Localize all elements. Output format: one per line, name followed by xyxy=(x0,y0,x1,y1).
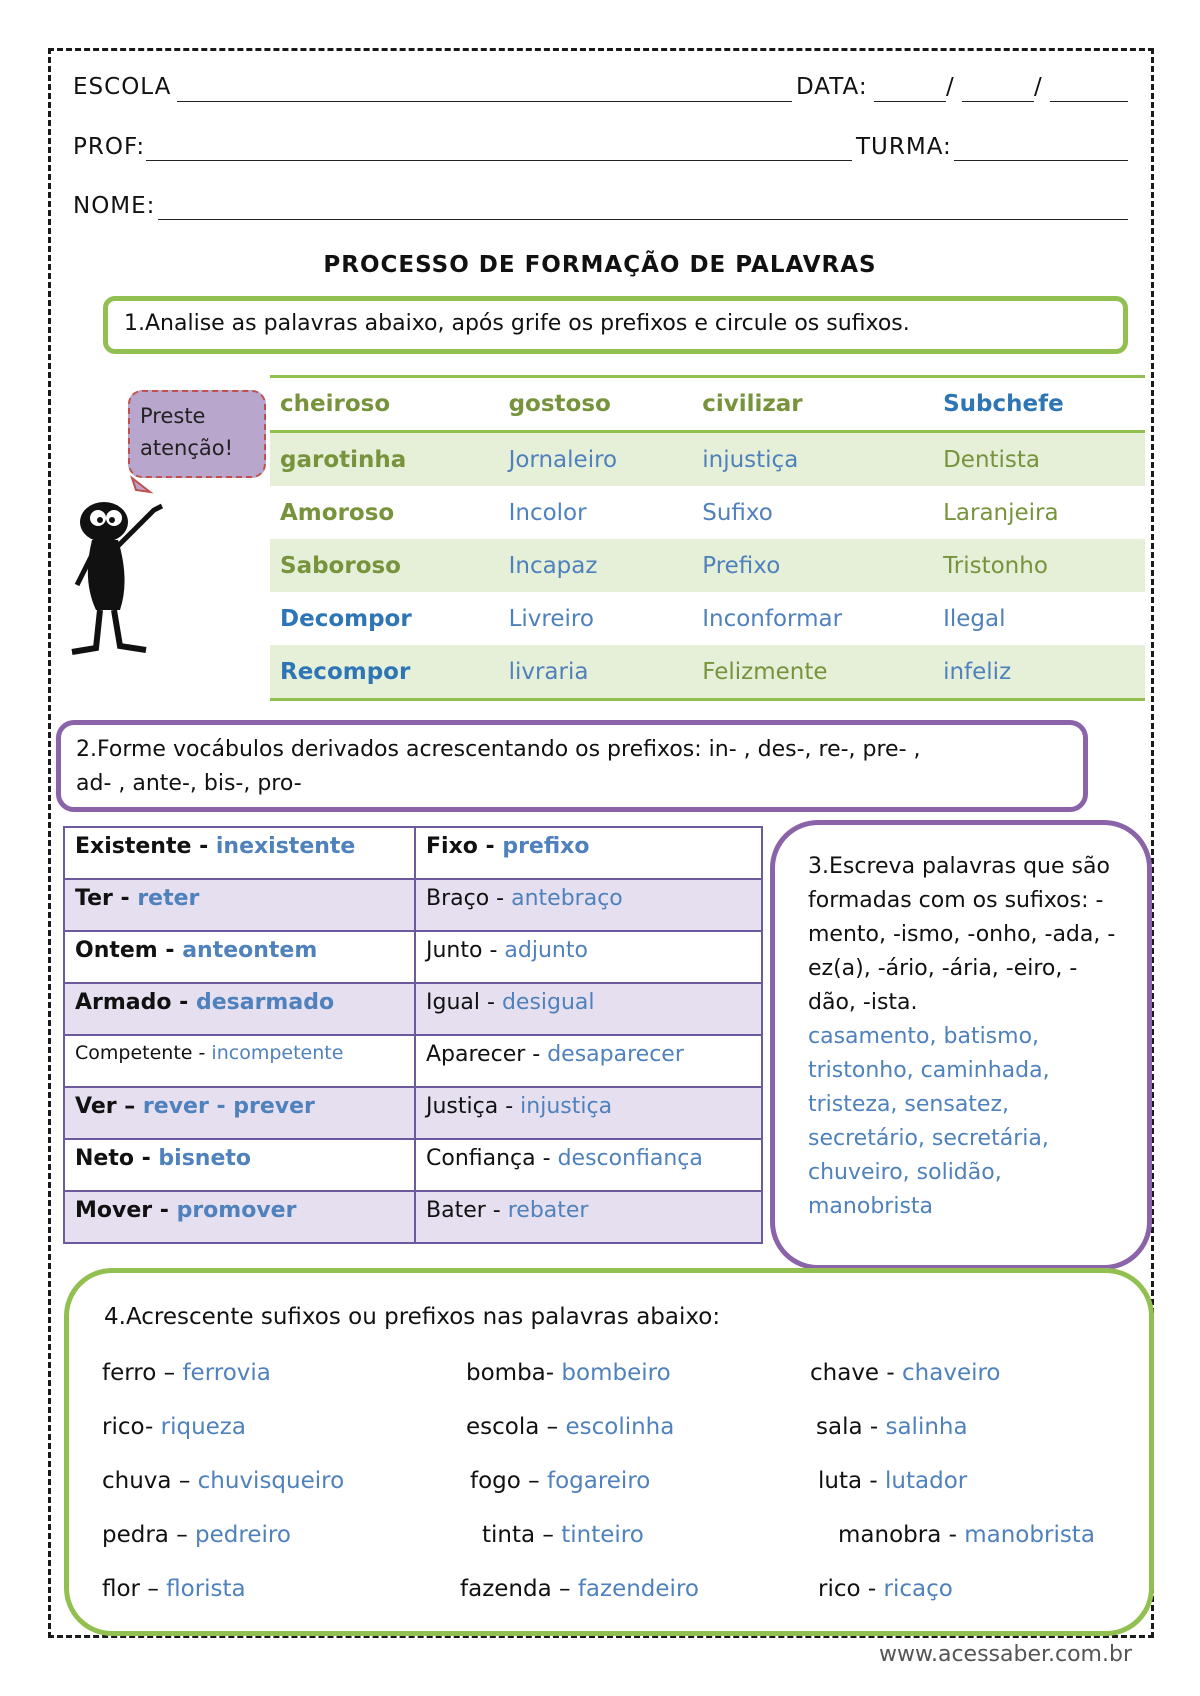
answer: adjunto xyxy=(504,938,588,963)
q3-instruction: 3.Escreva palavras que são formadas com os sufixos: -mento, -ismo, -onho, -ada, -ez(a), -ário, -ária, -eiro, -dão, -ista. xyxy=(808,854,1116,1015)
word-cell: garotinha xyxy=(270,432,499,487)
table-row xyxy=(64,931,762,983)
separator: - xyxy=(489,886,512,911)
answer: rever - prever xyxy=(142,1094,315,1119)
base-word: Bater xyxy=(426,1198,486,1223)
table-row xyxy=(270,486,1145,539)
footer-site-url: www.acessaber.com.br xyxy=(879,1642,1132,1667)
q2-instruction: ad- , ante-, bis-, pro- xyxy=(76,771,302,796)
list-item xyxy=(102,1414,246,1440)
separator: - xyxy=(157,938,183,963)
speech-bubble xyxy=(128,390,266,478)
date-year-field[interactable] xyxy=(1050,101,1128,102)
base-word: fazenda xyxy=(460,1576,552,1602)
word-cell: gostoso xyxy=(499,377,693,432)
q2-instruction-box xyxy=(56,720,1088,812)
page-title: PROCESSO DE FORMAÇÃO DE PALAVRAS xyxy=(323,252,877,278)
prof-field[interactable] xyxy=(146,160,852,161)
table-row xyxy=(270,539,1145,592)
list-item xyxy=(818,1576,953,1602)
answer: prefixo xyxy=(502,834,590,859)
base-word: pedra xyxy=(102,1522,169,1548)
q1-word-table xyxy=(270,375,1145,701)
base-word: Justiça xyxy=(426,1094,499,1119)
answer: promover xyxy=(176,1198,297,1223)
answer: salinha xyxy=(885,1414,968,1440)
list-item xyxy=(818,1468,967,1494)
answer: anteontem xyxy=(182,938,318,963)
escola-field[interactable] xyxy=(177,101,792,102)
answer: escolinha xyxy=(565,1414,675,1440)
table-row xyxy=(64,879,762,931)
data-label: DATA: xyxy=(796,74,868,100)
base-word: Braço xyxy=(426,886,490,911)
table-row xyxy=(64,983,762,1035)
answer: ferrovia xyxy=(182,1360,271,1386)
list-item xyxy=(816,1414,968,1440)
bubble-line: Preste xyxy=(140,404,206,428)
base-word: Aparecer xyxy=(426,1042,526,1067)
answer: chaveiro xyxy=(902,1360,1001,1386)
q4-instruction: 4.Acrescente sufixos ou prefixos nas palavras abaixo: xyxy=(104,1304,721,1330)
word-cell: Felizmente xyxy=(692,645,933,700)
bubble-line: atenção! xyxy=(140,436,234,460)
answer: bombeiro xyxy=(561,1360,671,1386)
separator: – xyxy=(171,1468,198,1494)
word-cell: Tristonho xyxy=(933,539,1145,592)
q3-answer: casamento, batismo, tristonho, caminhada, tristeza, sensatez, secretário, secretária, chuveiro, solidão, manobrista xyxy=(808,1024,1050,1219)
base-word: Mover xyxy=(75,1198,153,1223)
answer: desaparecer xyxy=(547,1042,684,1067)
separator: - xyxy=(145,1414,161,1440)
answer: injustiça xyxy=(520,1094,613,1119)
word-cell: Sufixo xyxy=(702,499,773,526)
base-word: Junto xyxy=(426,938,483,963)
list-item xyxy=(810,1360,1001,1386)
base-word: sala xyxy=(816,1414,863,1440)
separator: – xyxy=(520,1468,547,1494)
word-cell: Recompor xyxy=(270,645,499,700)
list-item xyxy=(838,1522,1095,1548)
date-separator: / xyxy=(946,74,955,100)
separator: - xyxy=(862,1414,886,1440)
table-row xyxy=(64,1035,762,1087)
separator: – xyxy=(156,1360,183,1386)
base-word: chuva xyxy=(102,1468,172,1494)
word-cell: Dentista xyxy=(933,432,1145,487)
nome-field[interactable] xyxy=(158,219,1128,220)
base-word: luta xyxy=(818,1468,863,1494)
word-cell: Incolor xyxy=(508,499,587,526)
base-word: rico xyxy=(818,1576,861,1602)
base-word: Competente xyxy=(75,1042,193,1064)
date-month-field[interactable] xyxy=(962,101,1034,102)
separator: - xyxy=(191,834,216,859)
base-word: fogo xyxy=(470,1468,521,1494)
separator: - xyxy=(545,1360,562,1386)
answer: pedreiro xyxy=(195,1522,291,1548)
q1-instruction: 1.Analise as palavras abaixo, após grife os prefixos e circule os sufixos. xyxy=(124,311,910,336)
base-word: bomba xyxy=(466,1360,546,1386)
answer: fogareiro xyxy=(546,1468,651,1494)
answer: ricaço xyxy=(883,1576,953,1602)
separator: – xyxy=(116,1094,143,1119)
separator: – xyxy=(140,1576,167,1602)
separator: - xyxy=(941,1522,965,1548)
word-cell: livraria xyxy=(499,645,693,700)
table-row xyxy=(64,827,762,879)
word-cell: civilizar xyxy=(692,377,933,432)
word-cell: cheiroso xyxy=(270,377,499,432)
answer: incompetente xyxy=(211,1042,344,1064)
base-word: flor xyxy=(102,1576,141,1602)
separator: - xyxy=(477,834,503,859)
list-item xyxy=(466,1414,674,1440)
table-row xyxy=(270,432,1145,487)
separator: – xyxy=(551,1576,578,1602)
separator: - xyxy=(171,990,196,1015)
base-word: Ontem xyxy=(75,938,158,963)
word-cell: Ilegal xyxy=(943,605,1006,632)
list-item xyxy=(102,1576,246,1602)
answer: florista xyxy=(166,1576,246,1602)
list-item xyxy=(482,1522,644,1548)
table-row xyxy=(64,1191,762,1243)
table-row xyxy=(270,377,1145,432)
answer: chuvisqueiro xyxy=(197,1468,345,1494)
separator: - xyxy=(879,1360,903,1386)
date-day-field[interactable] xyxy=(874,101,946,102)
list-item xyxy=(466,1360,671,1386)
turma-label: TURMA: xyxy=(856,134,952,160)
answer: tinteiro xyxy=(561,1522,644,1548)
base-word: Ver xyxy=(75,1094,117,1119)
separator: - xyxy=(485,1198,508,1223)
answer: inexistente xyxy=(215,834,356,859)
word-cell: Jornaleiro xyxy=(499,432,693,487)
list-item xyxy=(470,1468,650,1494)
q2-table xyxy=(63,826,763,1244)
separator: – xyxy=(539,1414,566,1440)
separator: - xyxy=(525,1042,548,1067)
list-item xyxy=(102,1522,291,1548)
word-cell: injustiça xyxy=(692,432,933,487)
answer: riqueza xyxy=(160,1414,246,1440)
word-cell: Prefixo xyxy=(692,539,933,592)
separator: - xyxy=(480,990,502,1015)
base-word: Confiança xyxy=(426,1146,536,1171)
separator: - xyxy=(482,938,505,963)
answer: bisneto xyxy=(158,1146,252,1171)
base-word: ferro xyxy=(102,1360,157,1386)
separator: - xyxy=(133,1146,159,1171)
answer: antebraço xyxy=(511,886,623,911)
answer: desarmado xyxy=(195,990,335,1015)
base-word: escola xyxy=(466,1414,540,1440)
base-word: Igual xyxy=(426,990,480,1015)
answer: desconfiança xyxy=(557,1146,703,1171)
date-separator: / xyxy=(1034,74,1043,100)
escola-label: ESCOLA xyxy=(73,74,172,100)
answer: reter xyxy=(137,886,200,911)
base-word: chave xyxy=(810,1360,880,1386)
table-row xyxy=(270,592,1145,645)
list-item xyxy=(460,1576,699,1602)
base-word: Ter xyxy=(75,886,113,911)
answer: lutador xyxy=(885,1468,968,1494)
answer: rebater xyxy=(507,1198,589,1223)
separator: - xyxy=(192,1042,212,1064)
separator: - xyxy=(112,886,138,911)
word-cell: infeliz xyxy=(933,645,1145,700)
word-cell: Subchefe xyxy=(933,377,1145,432)
list-item xyxy=(102,1360,271,1386)
base-word: rico xyxy=(102,1414,145,1440)
turma-field[interactable] xyxy=(954,160,1128,161)
separator: – xyxy=(168,1522,196,1548)
word-cell: Saboroso xyxy=(270,539,499,592)
separator: - xyxy=(535,1146,558,1171)
base-word: Armado xyxy=(75,990,172,1015)
q3-content xyxy=(808,850,1118,1224)
word-cell: Amoroso xyxy=(280,499,395,526)
word-cell: Inconformar xyxy=(702,605,843,632)
q2-instruction: 2.Forme vocábulos derivados acrescentando os prefixos: in- , des-, re-, pre- , xyxy=(76,737,921,762)
word-cell: Incapaz xyxy=(499,539,693,592)
separator: - xyxy=(152,1198,177,1223)
nome-label: NOME: xyxy=(73,193,156,219)
table-row xyxy=(64,1139,762,1191)
word-cell: Laranjeira xyxy=(943,499,1059,526)
separator: - xyxy=(498,1094,521,1119)
separator: - xyxy=(862,1468,886,1494)
separator: – xyxy=(535,1522,562,1548)
prof-label: PROF: xyxy=(73,134,146,160)
word-cell: Decompor xyxy=(280,605,412,632)
answer: manobrista xyxy=(964,1522,1095,1548)
base-word: Neto xyxy=(75,1146,134,1171)
word-cell: Livreiro xyxy=(508,605,594,632)
separator: - xyxy=(860,1576,884,1602)
base-word: manobra xyxy=(838,1522,942,1548)
stick-figure-illustration xyxy=(62,470,182,660)
table-row xyxy=(64,1087,762,1139)
base-word: tinta xyxy=(482,1522,536,1548)
base-word: Fixo xyxy=(426,834,478,859)
list-item xyxy=(102,1468,344,1494)
base-word: Existente xyxy=(75,834,192,859)
table-row xyxy=(270,645,1145,700)
answer: fazendeiro xyxy=(577,1576,699,1602)
answer: desigual xyxy=(501,990,595,1015)
